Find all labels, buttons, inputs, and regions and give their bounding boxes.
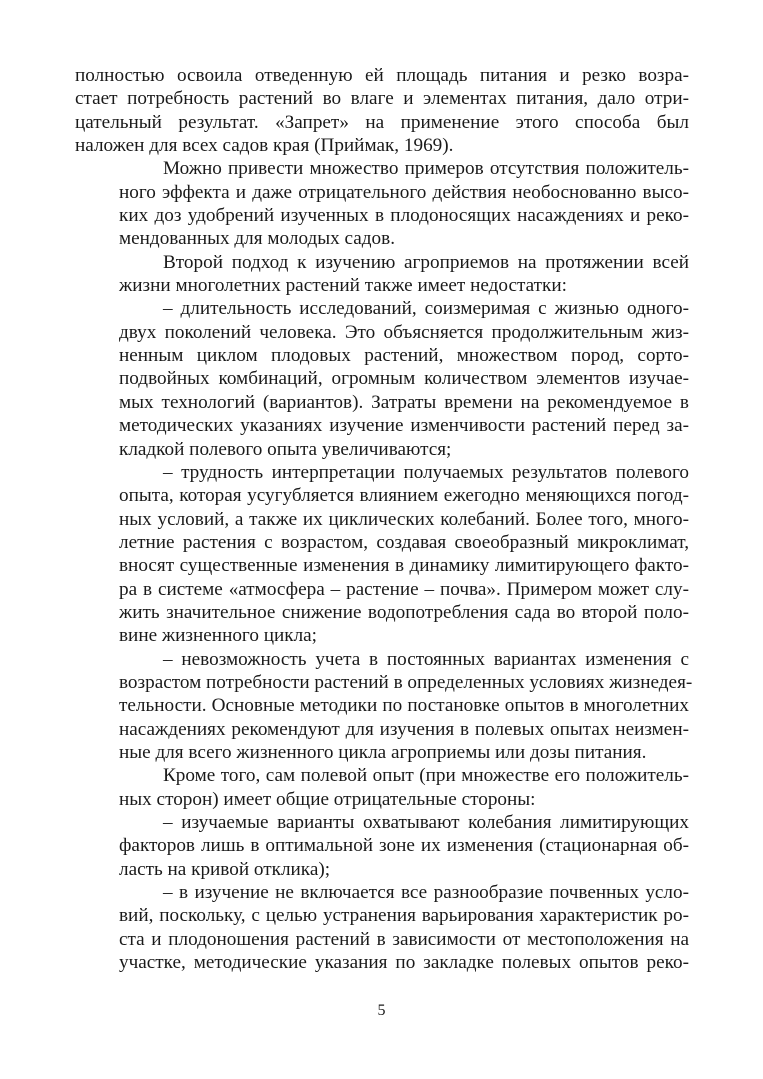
paragraph-8 <box>75 811 689 881</box>
text-line: мендованных для молодых садов. <box>119 228 396 250</box>
paragraph-5 <box>75 461 689 648</box>
paragraph-9 <box>75 881 689 974</box>
paragraph-1 <box>75 64 689 157</box>
text-line: мых технологий (вариантов). Затраты времени на рекомендуемое в <box>119 391 689 413</box>
text-line: цательный результат. «Запрет» на применение этого способа был <box>75 111 689 133</box>
text-line: вносят существенные изменения в динамику лимитирующего факто- <box>119 555 689 577</box>
text-line: возрастом потребности растений в определенных условиях жизнедея- <box>119 671 693 693</box>
text-line: вине жизненного цикла; <box>119 625 317 647</box>
text-line: – изучаемые варианты охватывают колебания лимитирующих <box>163 812 689 833</box>
text-line: наложен для всех садов края (Приймак, 1969). <box>75 135 454 157</box>
text-line: ра в системе «атмосфера – растение – почва». Примером может слу- <box>119 578 689 600</box>
text-line: ненным циклом плодовых растений, множеством пород, сорто- <box>119 345 689 367</box>
text-line: насаждениях рекомендуют для изучения в полевых опытах неизмен- <box>119 718 689 740</box>
text-line: полностью освоила отведенную ей площадь питания и резко возра- <box>75 65 689 86</box>
text-line: жизни многолетних растений также имеет недостатки: <box>119 275 567 297</box>
text-line: летние растения с возрастом, создавая своеобразный микроклимат, <box>119 531 689 553</box>
text-line: подвойных комбинаций, огромным количеством элементов изучае- <box>119 368 689 390</box>
paragraph-4 <box>75 297 689 460</box>
paragraph-6 <box>75 648 693 765</box>
text-line: Второй подход к изучению агроприемов на протяжении всей <box>163 251 689 273</box>
text-line: Кроме того, сам полевой опыт (при множестве его положитель- <box>163 765 689 787</box>
text-line: – трудность интерпретации получаемых результатов полевого <box>163 461 689 483</box>
text-line: ста и плодоношения растений в зависимости от местоположения на <box>119 928 689 950</box>
text-line: ких доз удобрений изученных в плодоносящих насаждениях и реко- <box>119 205 689 227</box>
paragraph-2 <box>75 157 689 250</box>
text-line: жить значительное снижение водопотребления сада во второй поло- <box>119 601 689 623</box>
paragraph-7 <box>75 764 689 811</box>
text-line: вий, поскольку, с целью устранения варьирования характеристик ро- <box>119 905 689 927</box>
text-line: – в изучение не включается все разнообразие почвенных усло- <box>163 882 689 904</box>
paragraph-3 <box>75 251 689 298</box>
text-line: ного эффекта и даже отрицательного действия необоснованно высо- <box>119 181 689 203</box>
text-line: ные для всего жизненного цикла агроприемы или дозы питания. <box>119 741 647 763</box>
text-line: ных условий, а также их циклических колебаний. Более того, много- <box>119 508 689 530</box>
page-number: 5 <box>377 1002 386 1019</box>
text-line: ласть на кривой отклика); <box>119 858 331 880</box>
text-line: методических указаниях изучение изменчивости растений перед за- <box>119 415 689 437</box>
text-line: – невозможность учета в постоянных вариантах изменения с <box>163 648 689 670</box>
text-line: стает потребность растений во влаге и элементах питания, дало отри- <box>75 88 689 110</box>
text-line: опыта, которая усугубляется влиянием ежегодно меняющихся погод- <box>119 485 689 507</box>
text-line: двух поколений человека. Это объясняется продолжительным жиз- <box>119 321 689 343</box>
text-line: кладкой полевого опыта увеличиваются; <box>119 438 452 460</box>
page-body <box>75 64 693 974</box>
text-line: – длительность исследований, соизмеримая с жизнью одного- <box>163 298 689 320</box>
text-line: факторов лишь в оптимальной зоне их изменения (стационарная об- <box>119 835 689 857</box>
text-line: ных сторон) имеет общие отрицательные стороны: <box>119 788 536 810</box>
text-line: участке, методические указания по закладке полевых опытов реко- <box>119 952 689 974</box>
text-line: тельности. Основные методики по постановке опытов в многолетних <box>119 695 689 717</box>
text-line: Можно привести множество примеров отсутствия положитель- <box>163 158 689 180</box>
